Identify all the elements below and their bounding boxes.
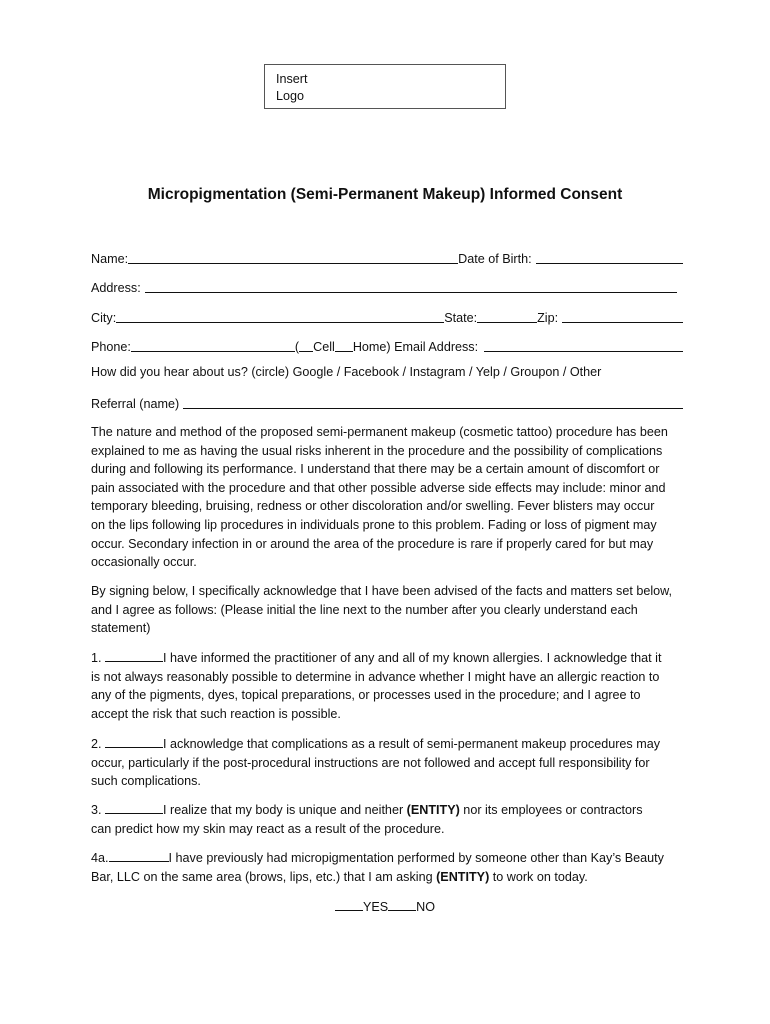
paragraph-line: on the lips following lip procedures in individuals prone to this problem. Fading or loss of pigment may (91, 517, 657, 532)
paragraph-line: temporary bleeding, bruising, redness or other discoloration and/or swelling. Fever blisters may occur (91, 499, 655, 514)
statement-1-first-line (91, 649, 691, 668)
statement-1 (91, 649, 691, 723)
phone-email-row (91, 336, 683, 354)
phone-type-open-paren: ( (294, 340, 300, 354)
statement-2 (91, 735, 691, 791)
statement-text: I realize that my body is unique and neither (163, 803, 407, 817)
statement-4a-second-line (91, 868, 691, 887)
statement-3 (91, 801, 691, 838)
entity-placeholder: (ENTITY) (406, 803, 460, 817)
email-field[interactable] (484, 338, 683, 352)
initial-line-3[interactable] (105, 801, 163, 814)
address-field[interactable] (145, 279, 677, 293)
name-field[interactable] (128, 250, 458, 264)
name-label: Name: (91, 252, 129, 266)
paragraph-line: occur. Secondary infection in or around the area of the procedure is rare if properly cared for but may (91, 536, 654, 551)
home-checkbox-line[interactable] (335, 338, 353, 352)
paragraph-line: accept the risk that such reaction is possible. (91, 706, 341, 721)
paragraph-line: during and following its performance. I understand that there may be a certain amount of discomfort or (91, 462, 660, 477)
statement-4a (91, 849, 691, 886)
paragraph-line: explained to me as having the usual risks inherent in the procedure and the possibility of complications (91, 443, 663, 458)
initial-line-1[interactable] (105, 649, 163, 662)
statement-text: I have previously had micropigmentation performed by someone other than Kay’s Beauty (168, 851, 664, 865)
procedure-risks-paragraph (91, 423, 691, 572)
zip-field[interactable] (562, 309, 683, 323)
paragraph-line: pain associated with the procedure and that other possible adverse side effects may include: minor and (91, 480, 666, 495)
yes-no-choice (0, 898, 770, 914)
home-email-label: Home) Email Address: (352, 340, 479, 354)
address-row (91, 277, 677, 295)
referral-field[interactable] (183, 395, 683, 409)
dob-field[interactable] (536, 250, 683, 264)
state-label: State: (444, 311, 478, 325)
statement-2-first-line (91, 735, 691, 754)
referral-label: Referral (name) (91, 397, 180, 411)
phone-label: Phone: (91, 340, 131, 354)
logo-placeholder (264, 64, 506, 109)
zip-label: Zip: (537, 311, 559, 325)
paragraph-line: occasionally occur. (91, 555, 197, 570)
city-state-zip-row (91, 307, 683, 325)
statement-text: Bar, LLC on the same area (brows, lips, etc.) that I am asking (91, 869, 437, 884)
form-title: Micropigmentation (Semi-Permanent Makeup) Informed Consent (147, 186, 623, 203)
statement-text: I have informed the practitioner of any and all of my known allergies. I acknowledge that it (163, 651, 662, 665)
referral-row (91, 393, 683, 411)
name-dob-row (91, 248, 683, 266)
statement-3-first-line (91, 801, 691, 820)
initial-line-2[interactable] (105, 735, 163, 748)
state-field[interactable] (477, 309, 537, 323)
acknowledgement-intro-paragraph (91, 582, 691, 638)
address-label: Address: (91, 281, 141, 295)
city-field[interactable] (116, 309, 444, 323)
initial-line-4a[interactable] (109, 849, 169, 862)
paragraph-line: statement) (91, 621, 151, 636)
statement-number: 1. (91, 651, 106, 665)
paragraph-line: and I agree as follows: (Please initial the line next to the number after you clearly understand each (91, 602, 638, 617)
yes-label: YES (362, 900, 389, 914)
paragraph-line: such complications. (91, 774, 201, 789)
cell-label: Cell (313, 340, 335, 354)
paragraph-line: any of the pigments, dyes, topical preparations, or processes used in the procedure; and I agree to (91, 688, 641, 703)
dob-label: Date of Birth: (458, 252, 532, 266)
paragraph-line: The nature and method of the proposed semi-permanent makeup (cosmetic tattoo) procedure has been (91, 425, 668, 439)
paragraph-line: can predict how my skin may react as a result of the procedure. (91, 821, 445, 836)
statement-4a-first-line (91, 849, 691, 868)
phone-field[interactable] (131, 338, 295, 352)
entity-placeholder: (ENTITY) (436, 869, 490, 884)
statement-text: nor its employees or contractors (459, 803, 643, 817)
no-label: NO (416, 900, 436, 914)
city-label: City: (91, 311, 117, 325)
statement-number: 4a. (91, 851, 109, 865)
statement-number: 3. (91, 803, 106, 817)
statement-number: 2. (91, 737, 106, 751)
statement-text: to work on today. (489, 869, 588, 884)
paragraph-line: occur, particularly if the post-procedural instructions are not followed and accept full responsibility for (91, 755, 650, 770)
paragraph-line: is not always reasonably possible to determine in advance whether I might have an allergic reaction to (91, 669, 660, 684)
no-line[interactable] (388, 898, 416, 911)
paragraph-line: By signing below, I specifically acknowledge that I have been advised of the facts and matters set below, (91, 584, 673, 598)
yes-line[interactable] (335, 898, 363, 911)
statement-text: I acknowledge that complications as a result of semi-permanent makeup procedures may (163, 737, 661, 751)
logo-placeholder-line2: Logo (276, 89, 305, 103)
cell-checkbox-line[interactable] (299, 338, 313, 352)
logo-placeholder-line1: Insert (276, 72, 308, 86)
referral-source-question: How did you hear about us? (circle) Google / Facebook / Instagram / Yelp / Groupon / Other (91, 365, 602, 379)
